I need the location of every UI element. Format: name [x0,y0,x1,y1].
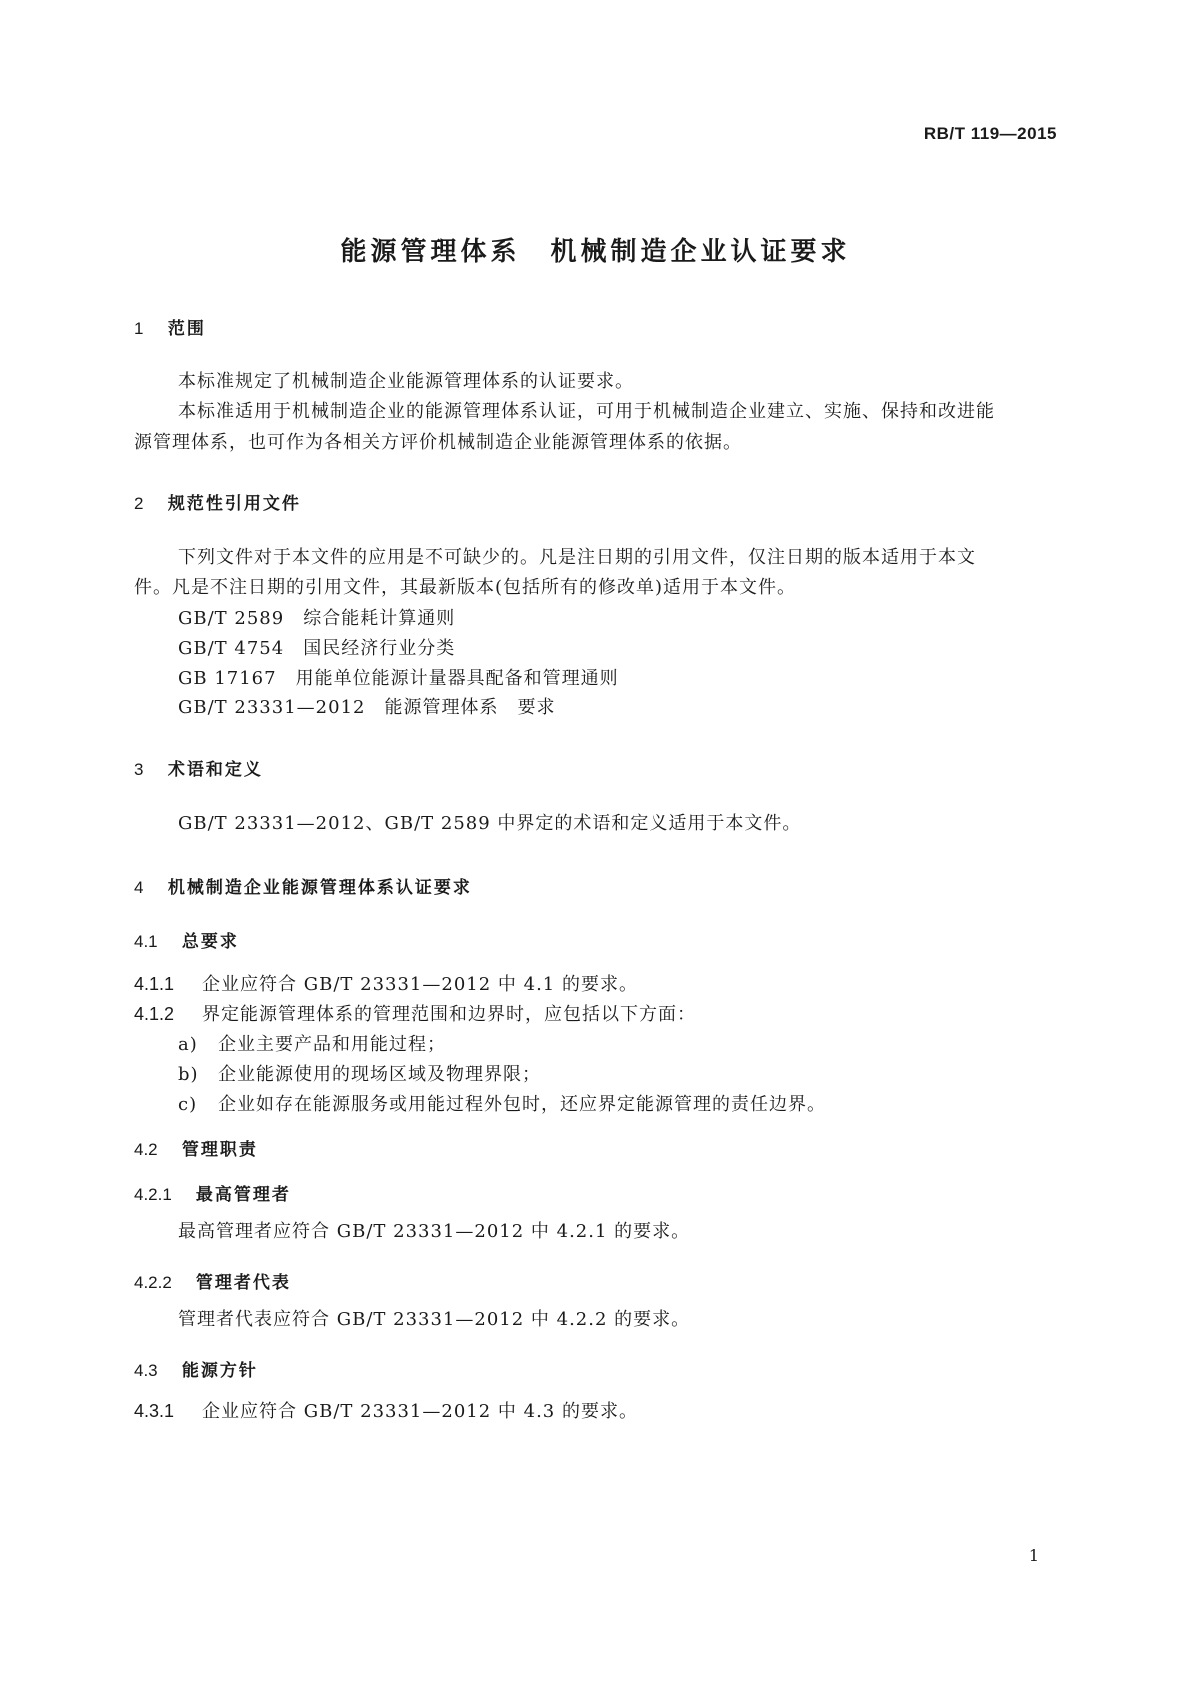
scope-paragraph-2-line-2: 源管理体系，也可作为各相关方评价机械制造企业能源管理体系的依据。 [134,432,742,453]
section-4-1-title: 总要求 [181,932,239,952]
clause-4-2-1-heading: 4.2.1 最高管理者 [134,1185,291,1205]
clause-4-2-2-title: 管理者代表 [195,1273,291,1293]
clause-4-2-2-text: 管理者代表应符合 GB/T 23331—2012 中 4.2.2 的要求。 [178,1309,691,1330]
clause-text: 界定能源管理体系的管理范围和边界时，应包括以下方面： [202,1004,696,1025]
list-marker: b) [178,1064,199,1085]
page-number: 1 [1028,1546,1039,1565]
section-2-heading: 2 规范性引用文件 [134,494,301,514]
list-item [178,1030,446,1056]
scope-paragraph-1: 本标准规定了机械制造企业能源管理体系的认证要求。 [178,371,634,392]
list-text: 企业如存在能源服务或用能过程外包时，还应界定能源管理的责任边界。 [218,1094,826,1115]
section-4-1-heading: 4.1 总要求 [134,932,239,952]
section-4-3-heading: 4.3 能源方针 [134,1361,258,1381]
section-3-title: 术语和定义 [167,760,263,780]
terms-paragraph: GB/T 23331—2012、GB/T 2589 中界定的术语和定义适用于本文件。 [178,813,802,834]
clause-number: 4.3.1 [134,1401,175,1421]
list-text: 企业主要产品和用能过程； [218,1034,446,1055]
reference-item: GB 17167 用能单位能源计量器具配备和管理通则 [178,668,619,689]
clause-4-1-1 [134,970,638,996]
section-4-title: 机械制造企业能源管理体系认证要求 [167,878,472,898]
clause-4-2-2-heading: 4.2.2 管理者代表 [134,1273,291,1293]
reference-item: GB/T 4754 国民经济行业分类 [178,638,456,659]
clause-text: 企业应符合 GB/T 23331—2012 中 4.3 的要求。 [202,1401,638,1422]
standard-code: RB/T 119—2015 [923,124,1057,143]
list-item [178,1090,826,1116]
section-1-heading: 1 范围 [134,319,206,339]
list-marker: c) [178,1094,198,1115]
clause-number: 4.1.2 [134,1004,175,1024]
normative-paragraph-line-1: 下列文件对于本文件的应用是不可缺少的。凡是注日期的引用文件，仅注日期的版本适用于本文 [178,547,976,568]
reference-item: GB/T 23331—2012 能源管理体系 要求 [178,697,556,718]
clause-4-2-1-title: 最高管理者 [195,1185,291,1205]
reference-item: GB/T 2589 综合能耗计算通则 [178,608,456,629]
clause-number: 4.1.1 [134,974,175,994]
scope-paragraph-2-line-1: 本标准适用于机械制造企业的能源管理体系认证，可用于机械制造企业建立、实施、保持和改进能 [178,401,995,422]
section-2-title: 规范性引用文件 [167,494,301,514]
list-item [178,1060,541,1086]
clause-4-1-2 [134,1000,696,1026]
list-text: 企业能源使用的现场区域及物理界限； [218,1064,541,1085]
section-4-3-title: 能源方针 [181,1361,258,1381]
section-4-2-heading: 4.2 管理职责 [134,1140,258,1160]
section-4-heading: 4 机械制造企业能源管理体系认证要求 [134,878,472,898]
clause-4-2-1-text: 最高管理者应符合 GB/T 23331—2012 中 4.2.1 的要求。 [178,1221,691,1242]
section-1-title: 范围 [167,319,206,339]
section-4-2-title: 管理职责 [181,1140,258,1160]
clause-4-3-1 [134,1397,638,1423]
section-3-heading: 3 术语和定义 [134,760,263,780]
document-title: 能源管理体系 机械制造企业认证要求 [340,237,851,267]
clause-text: 企业应符合 GB/T 23331—2012 中 4.1 的要求。 [202,974,638,995]
list-marker: a) [178,1034,198,1055]
normative-paragraph-line-2: 件。凡是不注日期的引用文件，其最新版本(包括所有的修改单)适用于本文件。 [134,577,797,598]
